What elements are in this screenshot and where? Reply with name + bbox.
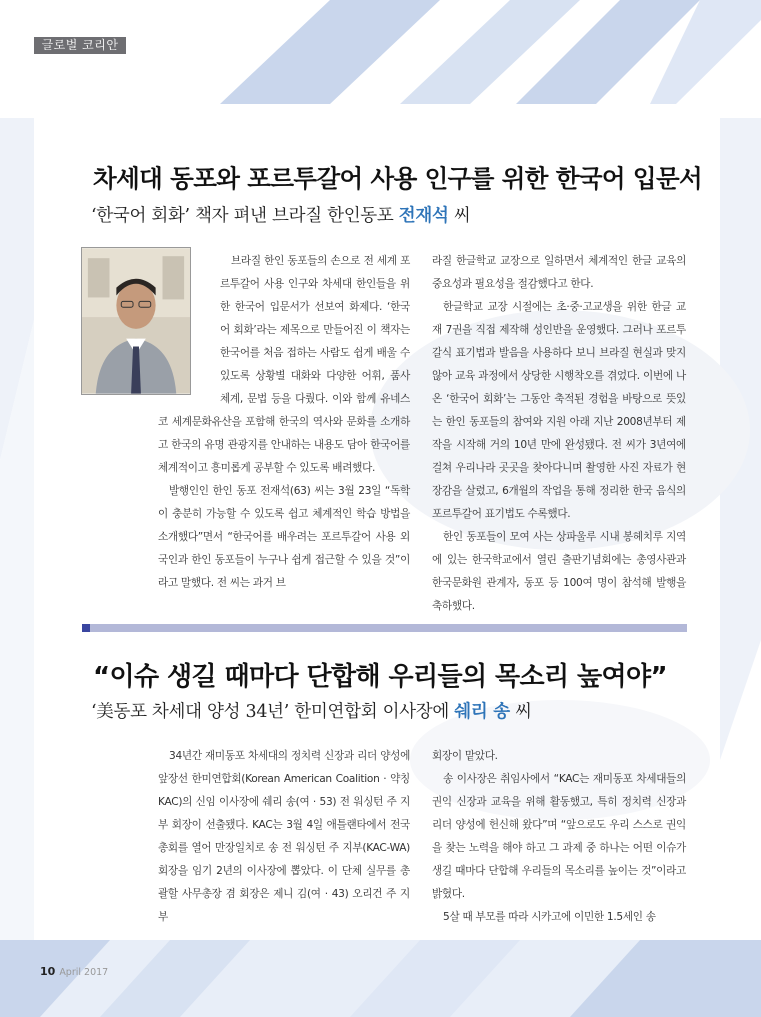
paragraph: 송 이사장은 취임사에서 “KAC는 재미동포 차세대들의 권익 신장과 교육을 위해 활동했고, 특히 정치력 신장과 리더 양성에 헌신해 왔다”며 “앞으로도 우리 스스로 권익을 찾는 노력을 해야 하고 그 과제 중 하나는 어떤 이슈가 생길 때마다 단합해 우리들의 목소리를 높이는 것”이라고 밝혔다. [432, 773, 686, 900]
article2-column-2 [432, 745, 686, 929]
paragraph: 5살 때 부모를 따라 시카고에 이민한 1.5세인 송 [443, 911, 656, 923]
article2-column-1 [158, 745, 410, 929]
article1-column-1 [158, 250, 410, 595]
paragraph: 한글학교 교장 시절에는 초·중·고교생을 위한 한글 교재 7권을 직접 제작해 성인반을 운영했다. 그러나 포르투갈식 표기법과 발음을 사용하다 보니 브라질 현실과 맞지 않아 교육 과정에서 상당한 시행착오를 겪었다. 이번에 나온 ‘한국어 회화’는 그동안 축적된 경험을 바탕으로 뜻있는 한인 동포들의 참여와 지원 아래 지난 2008년부터 제작을 시작해 거의 10년 만에 완성됐다. 전 씨가 3년여에 걸쳐 우리나라 곳곳을 찾아다니며 촬영한 사진 자료가 현장감을 살렸고, 6개월의 작업을 통해 정리한 한국 음식의 포르투갈어 표기법도 수록했다. [432, 301, 686, 520]
section-divider [82, 624, 687, 632]
article-subtitle [91, 202, 470, 227]
subtitle-text: ‘美동포 차세대 양성 34년’ 한미연합회 이사장에 [91, 702, 455, 722]
subtitle-name: 쉐리 송 [454, 702, 510, 722]
paragraph: 라질 한글학교 교장으로 일하면서 체계적인 한글 교육의 중요성과 필요성을 절감했다고 한다. [432, 255, 686, 290]
section-tag: 글로벌 코리안 [34, 37, 126, 54]
article-title: 차세대 동포와 포르투갈어 사용 인구를 위한 한국어 입문서 [93, 164, 703, 193]
paragraph: 브라질 한인 동포들의 손으로 전 세계 포르투갈어 사용 인구와 차세대 한인들을 위한 한국어 입문서가 선보여 화제다. ‘한국어 회화’라는 제목으로 만들어진 이 책자는 한국어를 처음 접하는 사람도 쉽게 배울 수 있도록 상황별 대화와 다양한 어휘, 품사 체계, 문법 등을 다뤘다. 이와 함께 유네스코 세계문화유산을 포함해 한국의 역사와 문화를 소개하고 한국의 유명 관광지를 안내하는 내용도 담아 한국어를 체계적이고 흥미롭게 공부할 수 있도록 배려했다. [158, 255, 410, 474]
article1-column-2 [432, 250, 686, 618]
paragraph: 회장이 맡았다. [432, 750, 498, 762]
article-title: “이슈 생길 때마다 단합해 우리들의 목소리 높여야” [93, 662, 668, 692]
page-footer [40, 965, 108, 978]
article-subtitle [91, 698, 532, 723]
subtitle-suffix: 씨 [448, 206, 471, 226]
divider-cap [82, 624, 90, 632]
paragraph: 34년간 재미동포 차세대의 정치력 신장과 리더 양성에 앞장선 한미연합회(Korean American Coalition · 약칭 KAC)의 신임 이사장에 쉐리 송(여 · 53) 전 워싱턴 주 지부 회장이 선출됐다. KAC는 3월 4일 애틀랜타에서 전국 총회를 열어 만장일치로 송 전 워싱턴 주 지부(KAC-WA) 회장을 임기 2년의 이사장에 뽑았다. 이 단체 실무를 총괄할 사무총장 겸 회장은 제니 김(여 · 43) 오리건 주 지부 [158, 750, 410, 923]
portrait-photo [81, 247, 191, 395]
subtitle-suffix: 씨 [509, 702, 532, 722]
issue-date: April 2017 [59, 967, 109, 978]
paragraph: 한인 동포들이 모여 사는 상파울루 시내 봉헤치루 지역에 있는 한국학교에서 열린 출판기념회에는 총영사관과 한국문화원 관계자, 동포 등 100여 명이 참석해 발행을 축하했다. [432, 531, 686, 612]
subtitle-text: ‘한국어 회화’ 책자 펴낸 브라질 한인동포 [91, 206, 399, 226]
page-number: 10 [40, 965, 56, 978]
paragraph: 발행인인 한인 동포 전재석(63) 씨는 3월 23일 “독학이 충분히 가능할 수 있도록 쉽고 체계적인 학습 방법을 소개했다”면서 “한국어를 배우려는 포르투갈어 사용 외국인과 한인 동포들이 누구나 쉽게 접근할 수 있을 것”이라고 말했다. 전 씨는 과거 브 [158, 485, 410, 589]
subtitle-name: 전재석 [398, 206, 449, 226]
